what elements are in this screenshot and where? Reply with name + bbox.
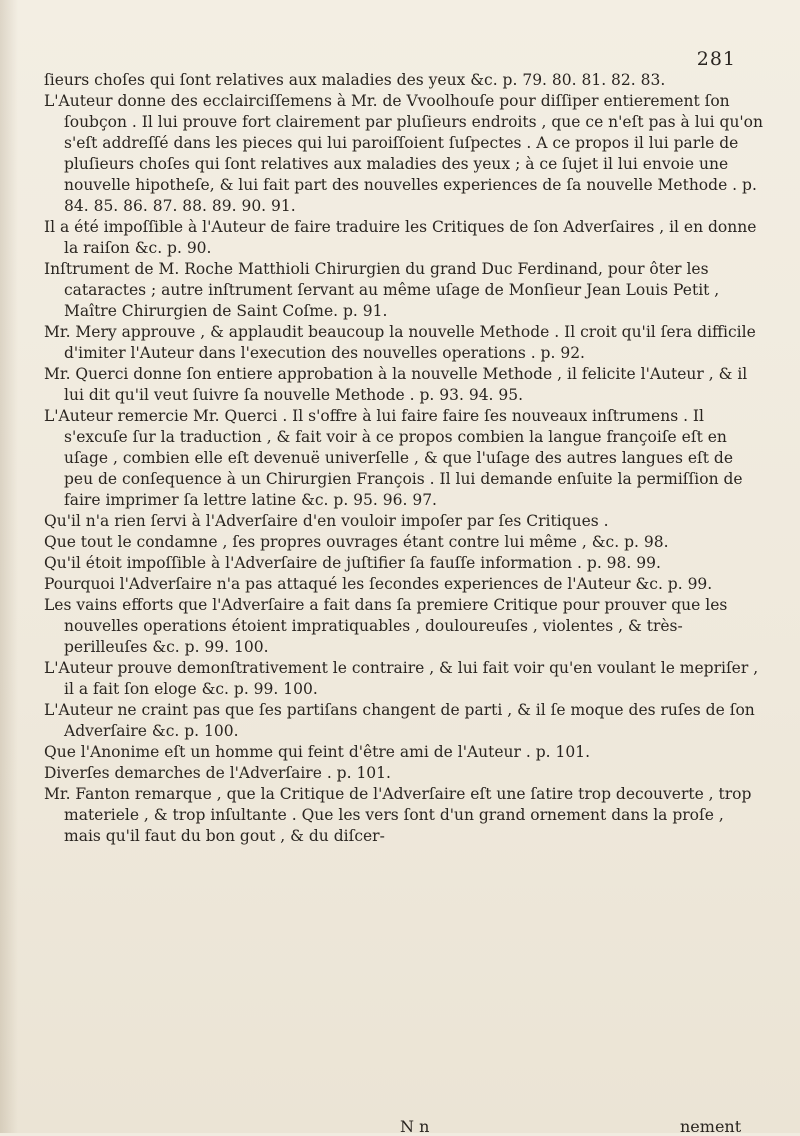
- index-entry: L'Auteur remercie Mr. Querci . Il s'offre à lui faire faire ſes nouveaux inſtrumens . Il s'excuſe ſur la traduction , & fait voir à ce propos combien la langue françoiſe eſt en uſage , combien elle eſt devenuë univerſelle , & que l'uſage des autres langues eſt de peu de conſequence à un Chirurgien François . Il lui demande enſuite la permiſſion de faire imprimer ſa lettre latine &c. p. 95. 96. 97.: [44, 407, 743, 509]
- index-entry: ſieurs choſes qui ſont relatives aux maladies des yeux &c. p. 79. 80. 81. 82. 83.: [44, 71, 666, 89]
- index-entry: L'Auteur donne des ecclairciſſemens à Mr. de Vvoolhouſe pour diſſiper entierement ſon ſoubçon . Il lui prouve fort clairement par pluſieurs endroits , que ce n'eſt pas à lui qu'on s'eſt addreſſé dans les pieces qui lui paroiſſoient ſuſpectes . A ce propos il lui parle de pluſieurs choſes qui ſont relatives aux maladies des yeux ; à ce ſujet il lui envoie une nouvelle hipotheſe, & lui fait part des nouvelles experiences de ſa nouvelle Methode . p. 84. 85. 86. 87. 88. 89. 90. 91.: [44, 92, 763, 215]
- index-entry: L'Auteur ne craint pas que ſes partiſans changent de parti , & il ſe moque des ruſes de ſon Adverſaire &c. p. 100.: [44, 701, 755, 740]
- page-gutter-shadow: [0, 0, 18, 1133]
- index-text: [44, 70, 764, 847]
- index-entry: Mr. Fanton remarque , que la Critique de l'Adverſaire eſt une ſatire trop decouverte , trop materiele , & trop inſultante . Que les vers ſont d'un grand ornement dans la proſe , mais qu'il faut du bon gout , & du diſcer-: [44, 785, 752, 845]
- index-entry: Diverſes demarches de l'Adverſaire . p. 101.: [44, 764, 391, 782]
- signature-mark: N n: [400, 1117, 430, 1136]
- catchword: nement: [680, 1117, 742, 1136]
- index-entry: Inſtrument de M. Roche Matthioli Chirurgien du grand Duc Ferdinand, pour ôter les cataractes ; autre inſtrument ſervant au même uſage de Monſieur Jean Louis Petit , Maître Chirurgien de Saint Coſme. p. 91.: [44, 260, 720, 320]
- index-entry: Mr. Querci donne ſon entiere approbation à la nouvelle Methode , il felicite l'Auteur , & il lui dit qu'il veut ſuivre ſa nouvelle Methode . p. 93. 94. 95.: [44, 365, 748, 404]
- index-entry: Pourquoi l'Adverſaire n'a pas attaqué les ſecondes experiences de l'Auteur &c. p. 99.: [44, 575, 713, 593]
- index-entry: Que tout le condamne , ſes propres ouvrages étant contre lui même , &c. p. 98.: [44, 533, 669, 551]
- index-entry: Il a été impoſſible à l'Auteur de faire traduire les Critiques de ſon Adverſaires , il en donne la raiſon &c. p. 90.: [44, 218, 757, 257]
- page-number: 281: [696, 48, 736, 70]
- index-entry: Les vains efforts que l'Adverſaire a fait dans ſa premiere Critique pour prouver que les nouvelles operations étoient impratiquables , douloureuſes , violentes , & très-perilleuſes &c. p. 99. 100.: [44, 596, 728, 656]
- index-entry: L'Auteur prouve demonſtrativement le contraire , & lui fait voir qu'en voulant le mepriſer , il a fait ſon eloge &c. p. 99. 100.: [44, 659, 759, 698]
- index-entry: Que l'Anonime eſt un homme qui feint d'être ami de l'Auteur . p. 101.: [44, 743, 591, 761]
- index-entry: Qu'il n'a rien ſervi à l'Adverſaire d'en vouloir impoſer par ſes Critiques .: [44, 512, 609, 530]
- index-entry: Qu'il étoit impoſſible à l'Adverſaire de juſtifier ſa fauſſe information . p. 98. 99.: [44, 554, 661, 572]
- index-entry: Mr. Mery approuve , & applaudit beaucoup la nouvelle Methode . Il croit qu'il ſera difficile d'imiter l'Auteur dans l'execution des nouvelles operations . p. 92.: [44, 323, 756, 362]
